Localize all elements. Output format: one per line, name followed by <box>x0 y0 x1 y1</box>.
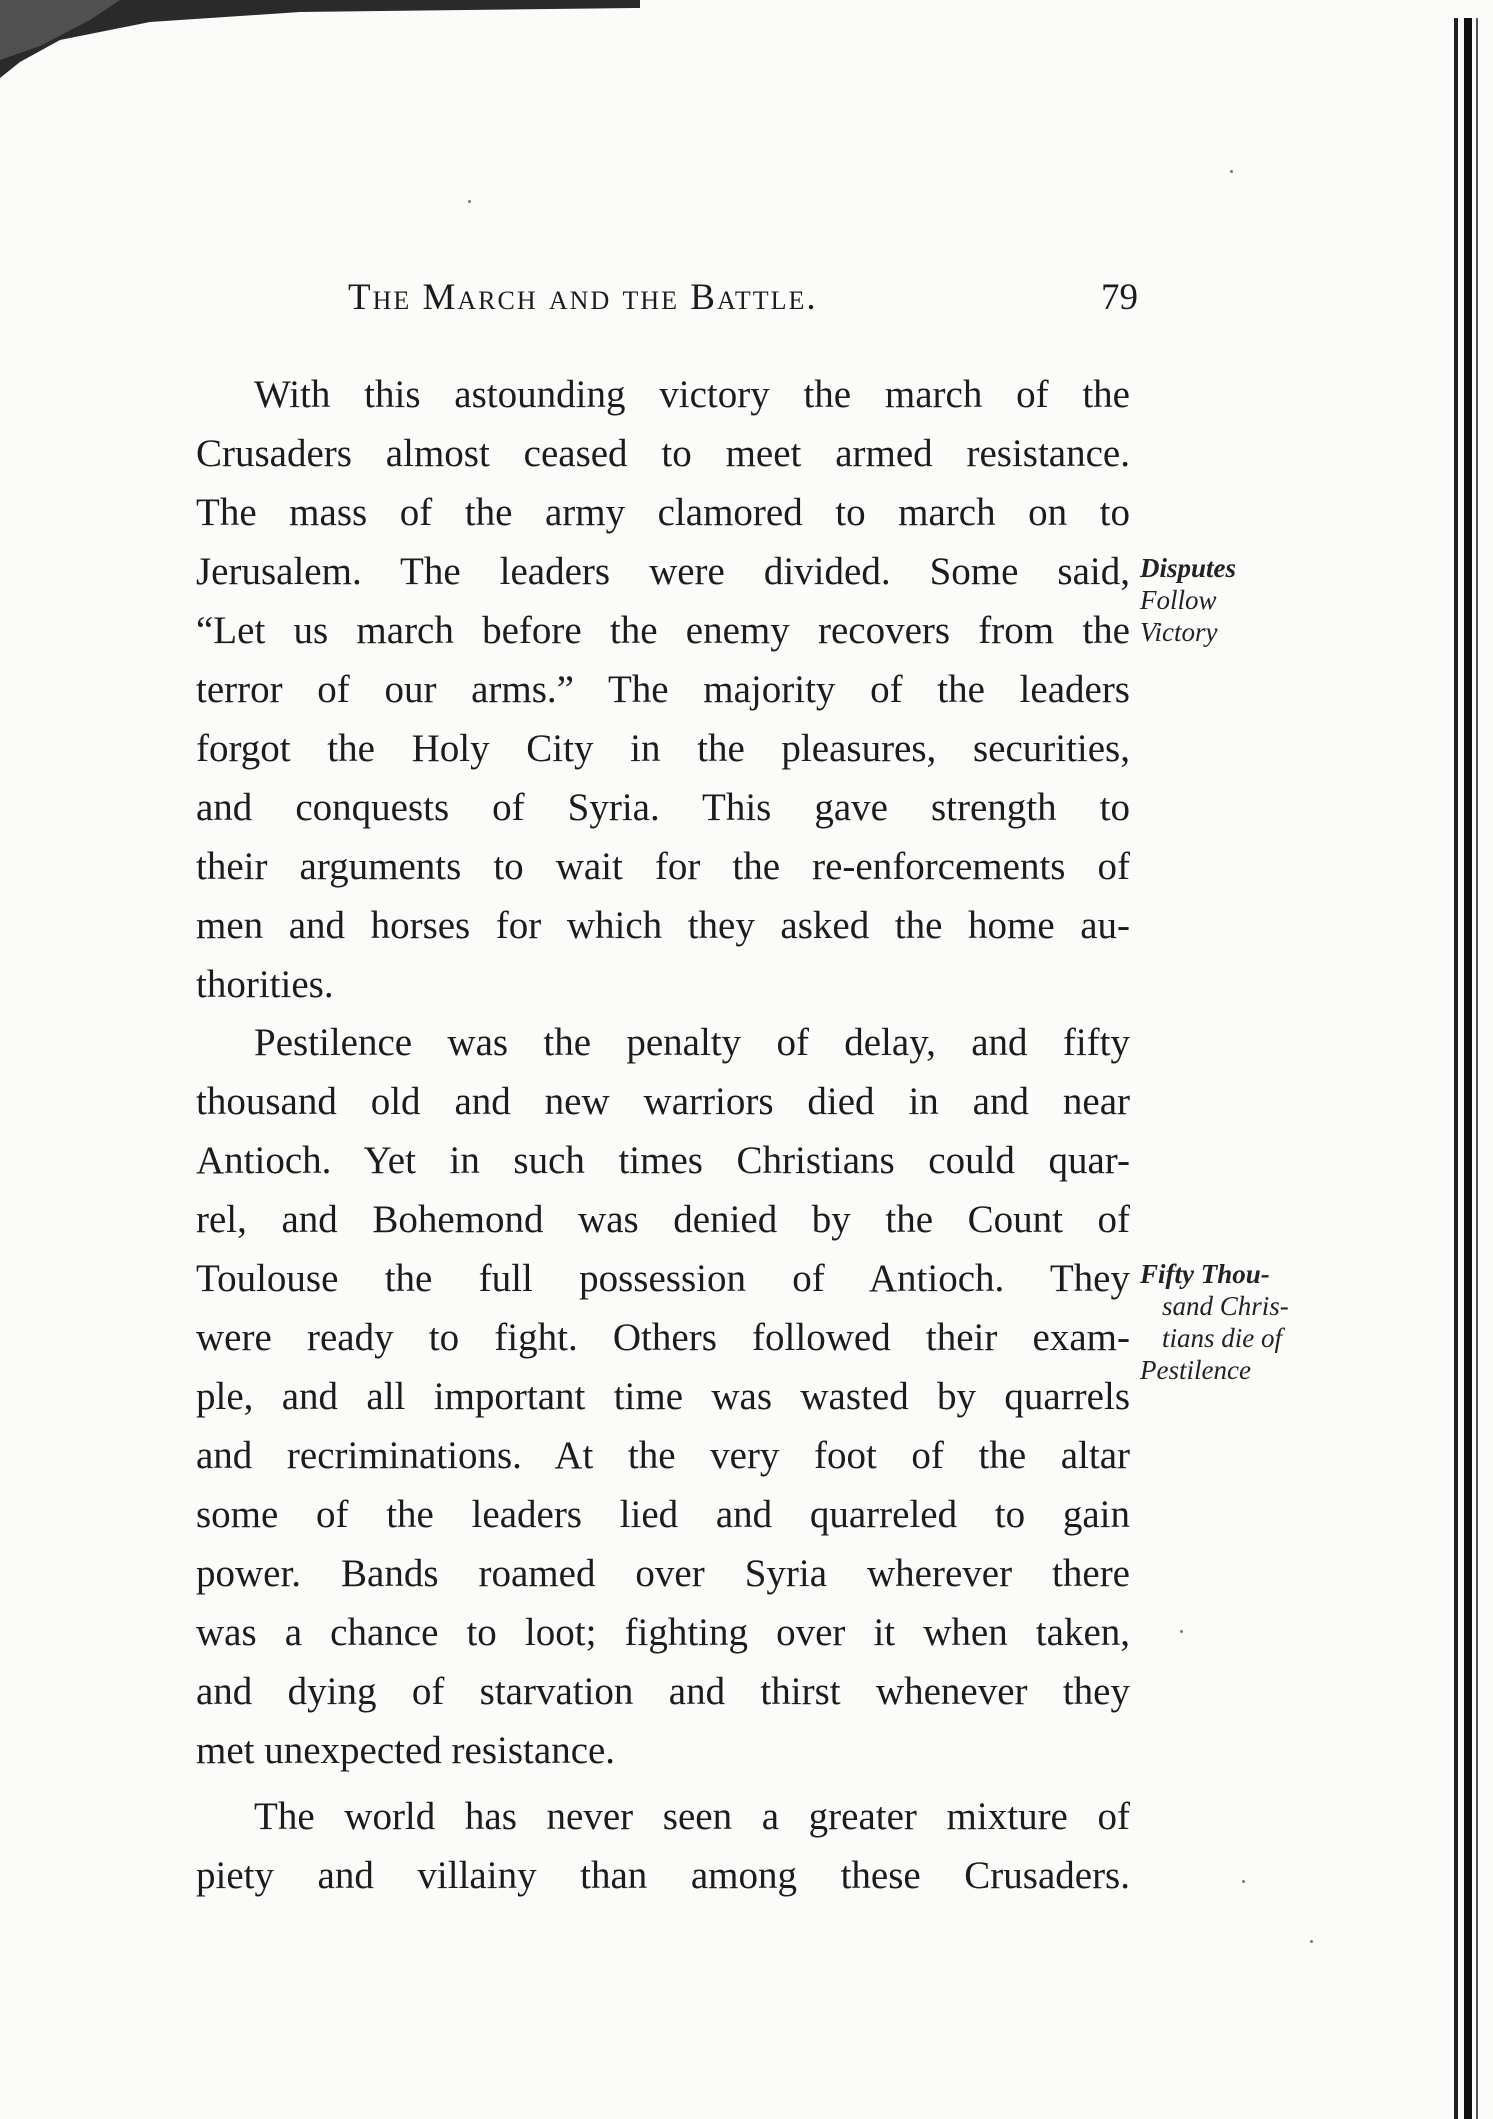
text-line: Toulouse the full possession of Antioch. They <box>196 1257 1130 1300</box>
text-line: was a chance to loot; fighting over it when taken, <box>196 1611 1130 1654</box>
page-number: 79 <box>1101 277 1138 318</box>
margin-note-disputes <box>1140 552 1236 648</box>
text-line: Crusaders almost ceased to meet armed resistance. <box>196 432 1130 475</box>
text-line: The world has never seen a greater mixture of <box>254 1795 1130 1838</box>
text-line: The mass of the army clamored to march on to <box>196 491 1130 534</box>
text-line: their arguments to wait for the re-enforcements of <box>196 845 1130 888</box>
scan-speck <box>1310 1940 1313 1943</box>
margin-note-line: Follow <box>1140 585 1217 615</box>
text-line: power. Bands roamed over Syria wherever there <box>196 1552 1130 1595</box>
scan-edge-shadow <box>0 0 640 80</box>
text-line: Pestilence was the penalty of delay, and fifty <box>254 1021 1130 1064</box>
scan-speck <box>1242 1880 1245 1883</box>
running-head <box>348 270 1138 330</box>
text-line: forgot the Holy City in the pleasures, securities, <box>196 727 1130 770</box>
text-line: men and horses for which they asked the home au- <box>196 904 1130 947</box>
margin-note-line: Victory <box>1140 617 1218 647</box>
text-line: and conquests of Syria. This gave strength to <box>196 786 1130 829</box>
text-line: and dying of starvation and thirst whenever they <box>196 1670 1130 1713</box>
scan-speck <box>468 200 471 203</box>
text-line: thorities. <box>196 963 334 1006</box>
book-spine-edge <box>1452 18 1486 2119</box>
text-line: some of the leaders lied and quarreled to gain <box>196 1493 1130 1536</box>
text-line: thousand old and new warriors died in and near <box>196 1080 1130 1123</box>
text-line: and recriminations. At the very foot of the altar <box>196 1434 1130 1477</box>
text-line: “Let us march before the enemy recovers from the <box>196 609 1130 652</box>
margin-note-line: tians die of <box>1162 1323 1282 1353</box>
scan-speck <box>1230 170 1233 173</box>
margin-note-pestilence <box>1140 1258 1289 1386</box>
text-line: rel, and Bohemond was denied by the Count of <box>196 1198 1130 1241</box>
text-line: ple, and all important time was wasted by quarrels <box>196 1375 1130 1418</box>
text-line: Jerusalem. The leaders were divided. Some said, <box>196 550 1130 593</box>
text-line: Antioch. Yet in such times Christians could quar- <box>196 1139 1130 1182</box>
text-line: terror of our arms.” The majority of the leaders <box>196 668 1130 711</box>
margin-note-line: Pestilence <box>1140 1355 1251 1385</box>
text-line: With this astounding victory the march of the <box>254 373 1130 416</box>
text-line: were ready to fight. Others followed their exam- <box>196 1316 1130 1359</box>
margin-note-line: Disputes <box>1140 553 1237 583</box>
text-line: piety and villainy than among these Crusaders. <box>196 1854 1130 1897</box>
running-title: The March and the Battle. <box>348 277 818 318</box>
scan-speck <box>1180 1630 1183 1633</box>
margin-note-line: Fifty Thou- <box>1140 1259 1270 1289</box>
margin-note-line: sand Chris- <box>1162 1291 1289 1321</box>
text-line: met unexpected resistance. <box>196 1729 616 1772</box>
